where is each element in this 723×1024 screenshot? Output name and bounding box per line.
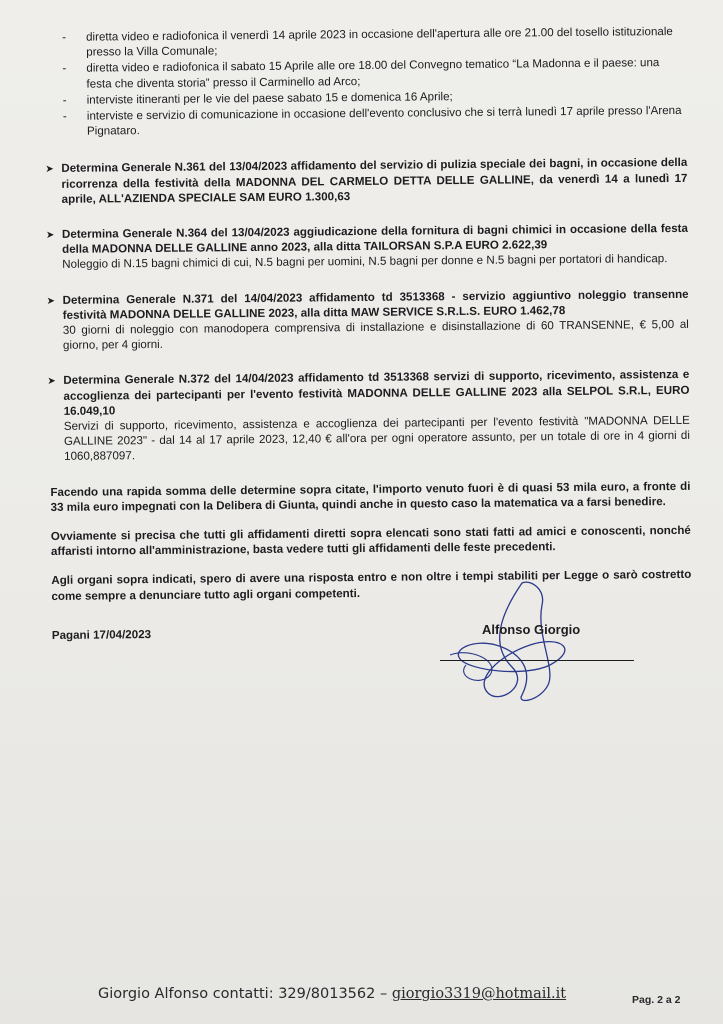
determina-detail: Noleggio di N.15 bagni chimici di cui, N.5 bagni per uomini, N.5 bagni per donne e N.5 bagni per portatori di handicap. — [62, 252, 668, 272]
arrow-bullet-icon: ➤ — [45, 164, 54, 176]
document-body — [46, 24, 692, 643]
determina-heading: Determina Generale N.372 del 14/04/2023 affidamento td 3513368 servizi di supporto, ricevimento, assistenza e accoglienza dei partecipanti per l'evento festività MADONNA DELLE GALLINE 2023 alla SELPOL S.R.L, EURO 16.049,10 — [63, 368, 690, 418]
footer-email-link[interactable]: giorgio3319@hotmail.it — [391, 986, 567, 1002]
footer-contact-text: Giorgio Alfonso contatti: 329/8013562 – — [98, 986, 392, 1002]
handwritten-signature — [430, 575, 610, 715]
bullet-item: - interviste itineranti per le vie del paese sabato 15 e domenica 16 Aprile; — [87, 87, 687, 108]
bullet-list — [46, 24, 687, 140]
footer-contact — [98, 986, 566, 1002]
determina-heading: Determina Generale N.361 del 13/04/2023 affidamento del servizio di pulizia speciale dei bagni, in occasione della ricorrenza della festività della MADONNA DEL CARMELO DETTA DELLE GALLINE, da venerdì 14 a lunedì 17 aprile, ALL'AZIENDA SPECIALE SAM EURO 1.300,63 — [61, 156, 688, 206]
determina-361 — [47, 155, 687, 207]
arrow-bullet-icon: ➤ — [45, 229, 55, 242]
summary-paragraph: Facendo una rapida somma delle determine sopra citate, l'importo venuto fuori è di quasi 53 mila euro, a fronte di 33 mila euro impegnati con la Delibera di Giunta, quindi anche in questo caso la matematica va a farsi benedire. — [50, 479, 691, 514]
determina-detail: 30 giorni di noleggio con manodopera comprensiva di installazione e disinstallazione di 60 TRANSENNE, € 5,00 al giorno, per 4 giorni. — [62, 317, 689, 353]
determina-371 — [46, 286, 690, 353]
determina-364 — [45, 221, 688, 273]
determina-heading: Determina Generale N.371 del 14/04/2023 affidamento td 3513368 - servizio aggiuntivo noleggio transenne festività MADONNA DELLE GALLINE 2023, alla ditta MAW SERVICE S.R.L.S. EURO 1.462,78 — [62, 287, 689, 322]
determina-372 — [49, 367, 690, 464]
bullet-item: - interviste e servizio di comunicazione in occasione dell'evento conclusivo che si terrà lunedì 17 aprile presso l'Arena Pignataro. — [87, 103, 687, 139]
date-line: Pagani 17/04/2023 — [51, 627, 152, 642]
signature-line — [440, 660, 634, 661]
bullet-item: - diretta video e radiofonica il venerdì 14 aprile 2023 in occasione dell'apertura alle ore 21.00 del tosello istituzionale presso la Villa Comunale; — [86, 24, 686, 60]
bullet-item: - diretta video e radiofonica il sabato 15 Aprile alle ore 18.00 del Convegno tematico “La Madonna e il paese: una festa che diventa storia” presso il Carminello ad Arco; — [86, 55, 686, 91]
arrow-bullet-icon: ➤ — [46, 295, 56, 307]
signature-name: Alfonso Giorgio — [482, 622, 581, 637]
determina-detail: Servizi di supporto, ricevimento, assistenza e accoglienza dei partecipanti per l'evento festività "MADONNA DELLE GALLINE 2023" - dal 14 al 17 aprile 2023, 12,40 € all'ora per ogni operatore assunto, per un totale di ore in 4 giorni di 1060,887097. — [63, 413, 690, 464]
determina-heading: Determina Generale N.364 del 13/04/2023 aggiudicazione della fornitura di bagni chimici in occasione della festa della MADONNA DELLE GALLINE anno 2023, alla ditta TAILORSAN S.P.A EURO 2.622,39 — [61, 221, 688, 257]
page-number: Pag. 2 a 2 — [632, 994, 681, 1006]
arrow-bullet-icon: ➤ — [47, 376, 56, 388]
remark-paragraph: Ovviamente si precisa che tutti gli affidamenti diretti sopra elencati sono stati fatti ad amici e conoscenti, nonché affaristi intorno all'amministrazione, basta vedere tutti gli affidamenti delle feste precedenti. — [50, 523, 691, 559]
closing-paragraph: Agli organi sopra indicati, spero di avere una risposta entro e non oltre i tempi stabiliti per Legge o sarò costretto come sempre a denunciare tutto agli organi competenti. — [51, 568, 692, 603]
